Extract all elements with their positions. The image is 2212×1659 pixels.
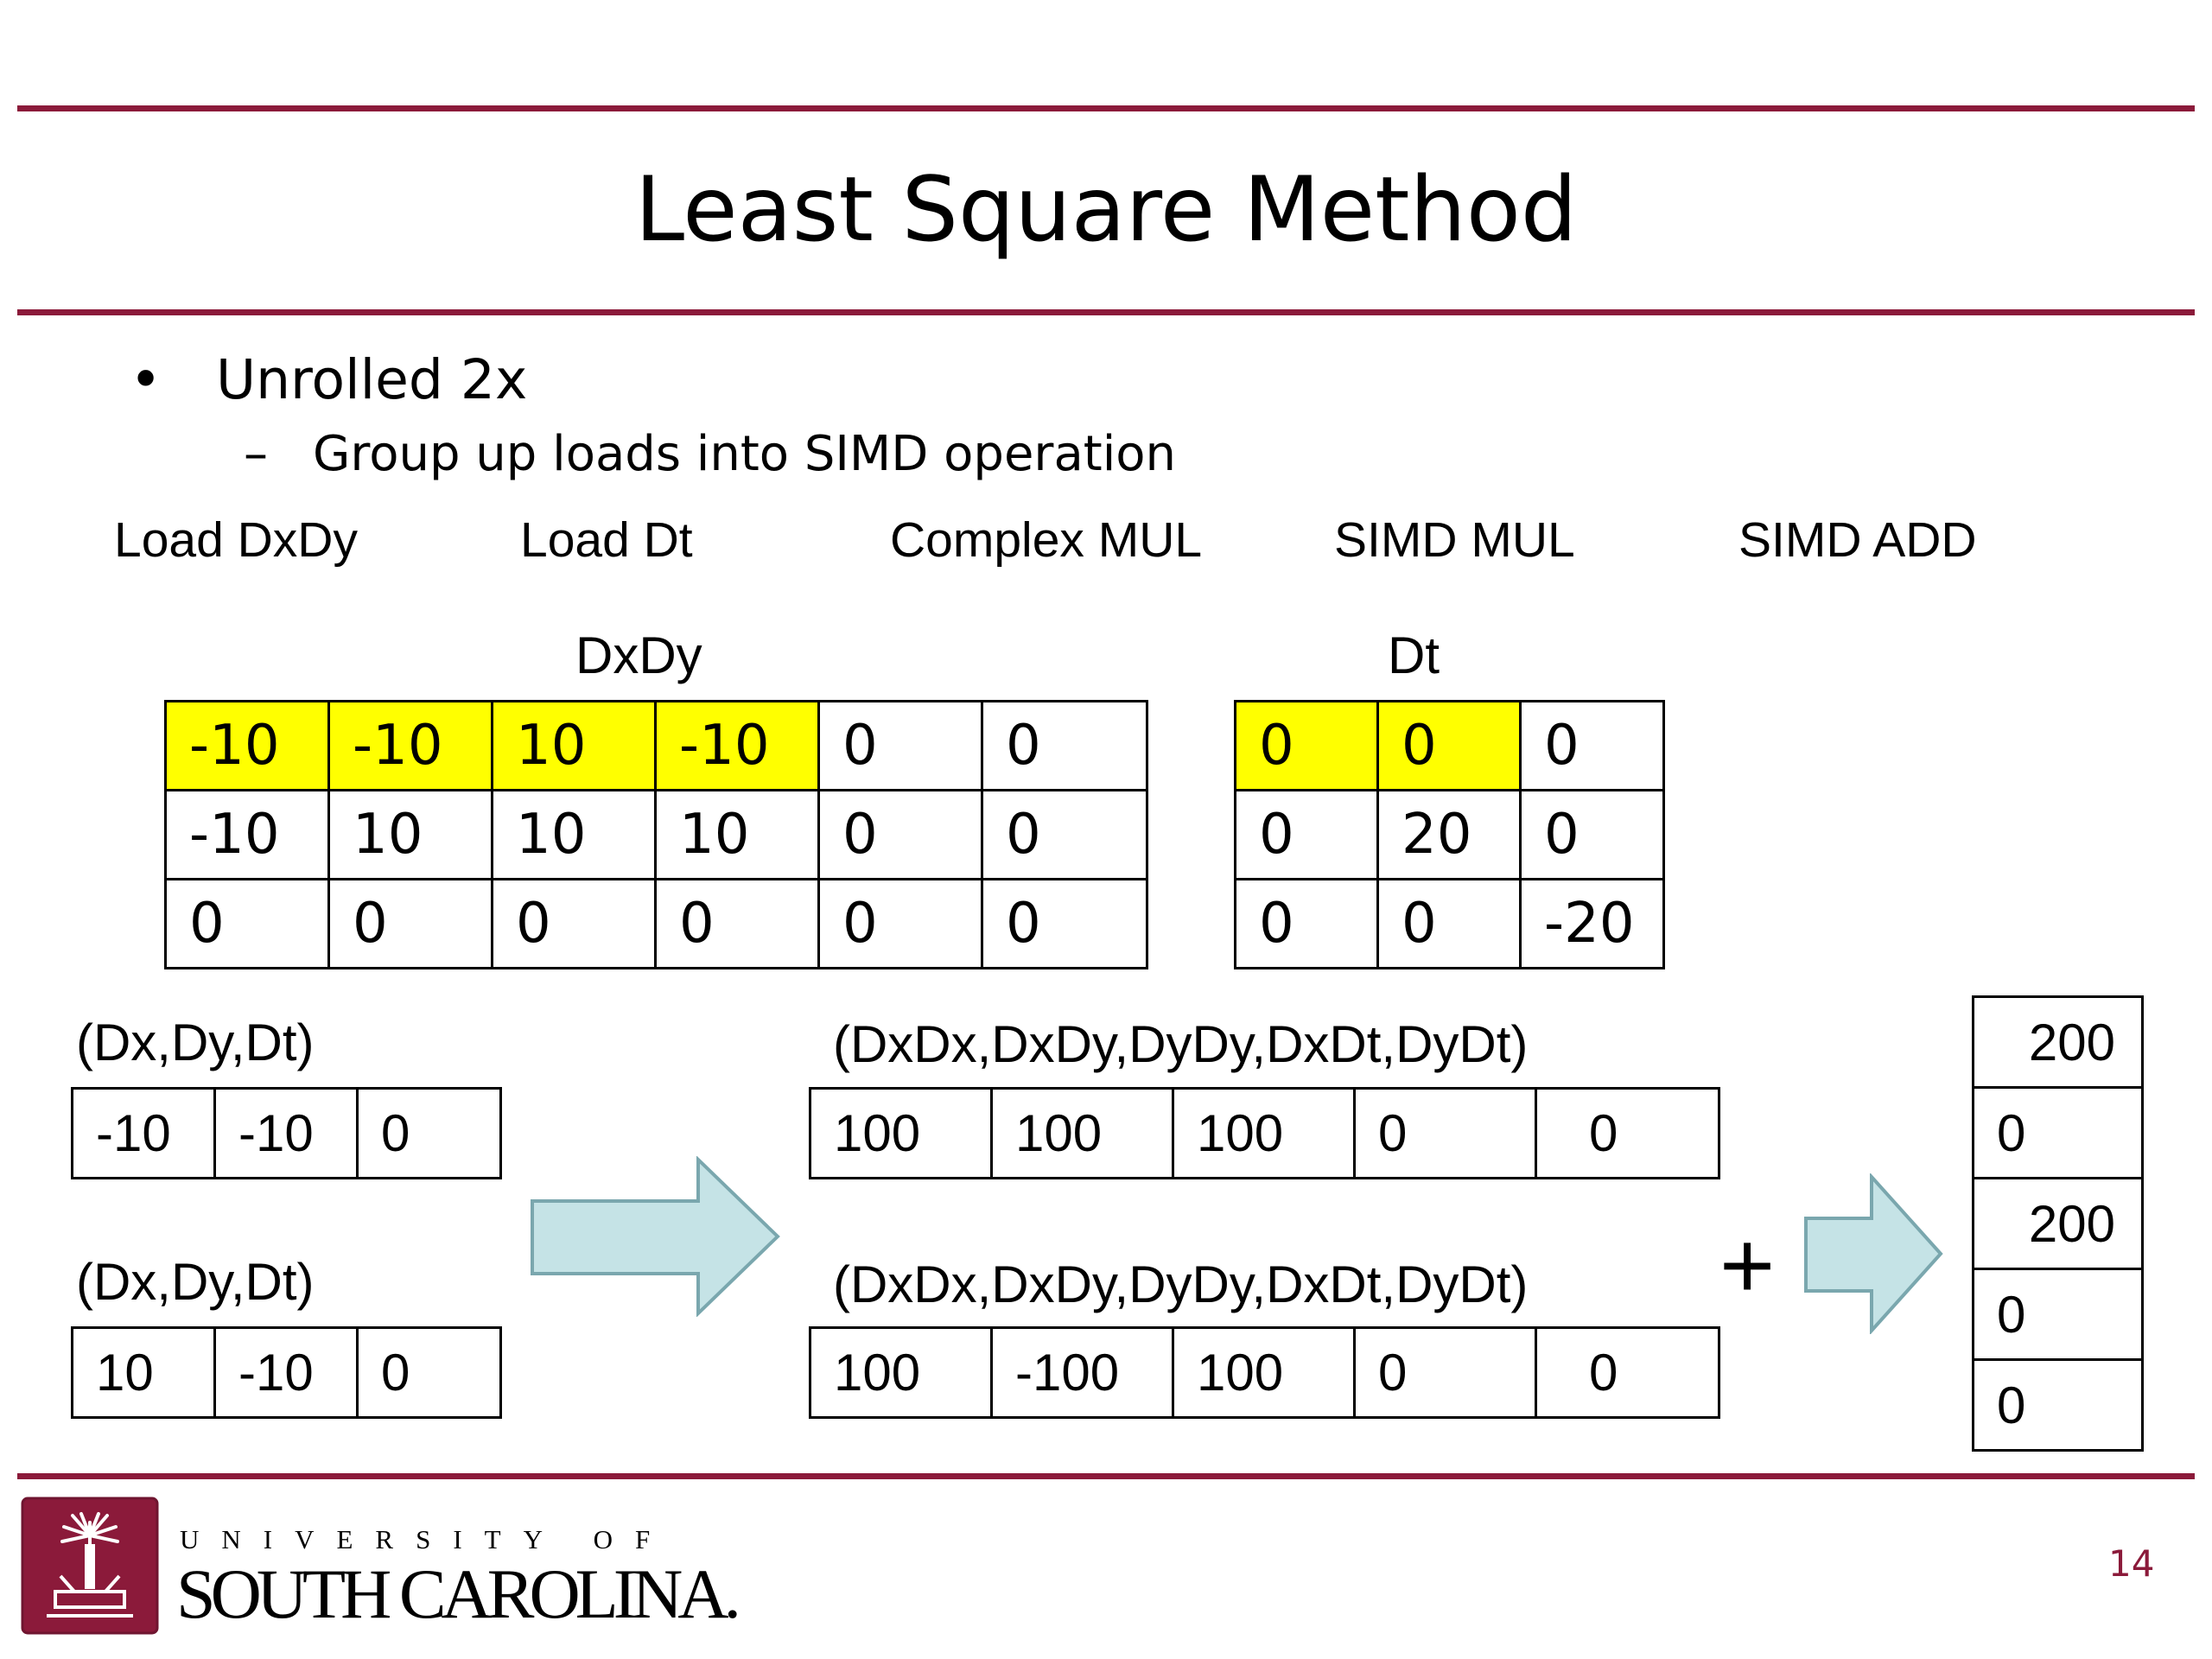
product-cell: 100 — [810, 1089, 992, 1179]
step-simd-add: SIMD ADD — [1738, 512, 1977, 568]
dt-cell: 0 — [1378, 702, 1521, 791]
slide-title: Least Square Method — [634, 158, 1578, 262]
title-rule — [17, 309, 2195, 315]
sum-column — [1972, 995, 2144, 1452]
dxdy-cell: -10 — [656, 702, 819, 791]
vector-cell: 0 — [358, 1328, 501, 1418]
step-load-dxdy: Load DxDy — [114, 512, 358, 568]
dt-cell: 0 — [1236, 702, 1378, 791]
bullet-text: Unrolled 2x — [216, 348, 528, 411]
step-load-dt: Load Dt — [520, 512, 693, 568]
palmetto-tree-icon — [21, 1497, 159, 1635]
dxdy-cell: 0 — [656, 880, 819, 969]
dxdy-cell: 0 — [819, 791, 982, 880]
dxdy-cell: 0 — [329, 880, 493, 969]
vector-row — [71, 1087, 502, 1179]
dxdy-cell: 0 — [982, 880, 1147, 969]
dxdy-cell: 0 — [819, 880, 982, 969]
product-cell: 100 — [1173, 1089, 1355, 1179]
dt-cell: 0 — [1378, 880, 1521, 969]
university-label-small: UNIVERSITY OF — [180, 1524, 673, 1554]
dxdy-cell: -10 — [166, 791, 329, 880]
top-rule — [17, 105, 2195, 111]
dt-cell: 0 — [1236, 791, 1378, 880]
product-cell: 100 — [810, 1328, 992, 1418]
dxdy-cell: 0 — [982, 702, 1147, 791]
sum-cell: 0 — [1974, 1088, 2143, 1179]
arrow-right-icon — [529, 1156, 781, 1317]
bullet-marker: • — [130, 348, 162, 411]
product-cell: 0 — [1536, 1089, 1719, 1179]
page-number: 14 — [2108, 1542, 2155, 1585]
dxdy-cell: 10 — [656, 791, 819, 880]
dt-cell: -20 — [1521, 880, 1664, 969]
vector-label: (Dx,Dy,Dt) — [76, 1253, 315, 1311]
dxdy-cell: 0 — [982, 791, 1147, 880]
vector-row — [71, 1326, 502, 1419]
dxdy-cell: 0 — [166, 880, 329, 969]
dxdy-matrix — [164, 700, 1148, 969]
footer-rule — [17, 1473, 2195, 1479]
dxdy-cell: 10 — [493, 791, 656, 880]
product-cell: 0 — [1355, 1328, 1536, 1418]
dxdy-cell: 10 — [329, 791, 493, 880]
dt-cell: 0 — [1236, 880, 1378, 969]
dt-matrix — [1234, 700, 1665, 969]
vector-cell: 10 — [73, 1328, 215, 1418]
sum-cell: 200 — [1974, 1179, 2143, 1269]
product-label: (DxDx,DxDy,DyDy,DxDt,DyDt) — [833, 1015, 1529, 1073]
step-complex-mul: Complex MUL — [890, 512, 1203, 568]
dxdy-cell: 0 — [493, 880, 656, 969]
product-row — [809, 1087, 1720, 1179]
sum-cell: 0 — [1974, 1360, 2143, 1451]
arrow-right-icon — [1802, 1173, 1946, 1334]
sub-bullet-marker: – — [244, 426, 268, 482]
product-cell: 0 — [1536, 1328, 1719, 1418]
dxdy-cell: 0 — [819, 702, 982, 791]
product-cell: -100 — [992, 1328, 1173, 1418]
vector-cell: 0 — [358, 1089, 501, 1179]
sum-cell: 200 — [1974, 997, 2143, 1088]
vector-cell: -10 — [215, 1089, 358, 1179]
dt-cell: 20 — [1378, 791, 1521, 880]
vector-cell: -10 — [73, 1089, 215, 1179]
product-label: (DxDx,DxDy,DyDy,DxDt,DyDt) — [833, 1255, 1529, 1313]
product-row — [809, 1326, 1720, 1419]
dt-cell: 0 — [1521, 702, 1664, 791]
vector-label: (Dx,Dy,Dt) — [76, 1014, 315, 1071]
step-simd-mul: SIMD MUL — [1334, 512, 1575, 568]
sum-cell: 0 — [1974, 1269, 2143, 1360]
sub-bullet-text: Group up loads into SIMD operation — [313, 426, 1177, 482]
dxdy-cell: -10 — [329, 702, 493, 791]
dxdy-cell: 10 — [493, 702, 656, 791]
vector-cell: -10 — [215, 1328, 358, 1418]
dxdy-cell: -10 — [166, 702, 329, 791]
product-cell: 0 — [1355, 1089, 1536, 1179]
product-cell: 100 — [992, 1089, 1173, 1179]
university-label-big: SOUTH CAROLINA. — [176, 1554, 736, 1633]
dt-label: Dt — [1388, 626, 1440, 684]
dt-cell: 0 — [1521, 791, 1664, 880]
dxdy-label: DxDy — [575, 626, 702, 684]
product-cell: 100 — [1173, 1328, 1355, 1418]
plus-sign: + — [1719, 1212, 1776, 1319]
